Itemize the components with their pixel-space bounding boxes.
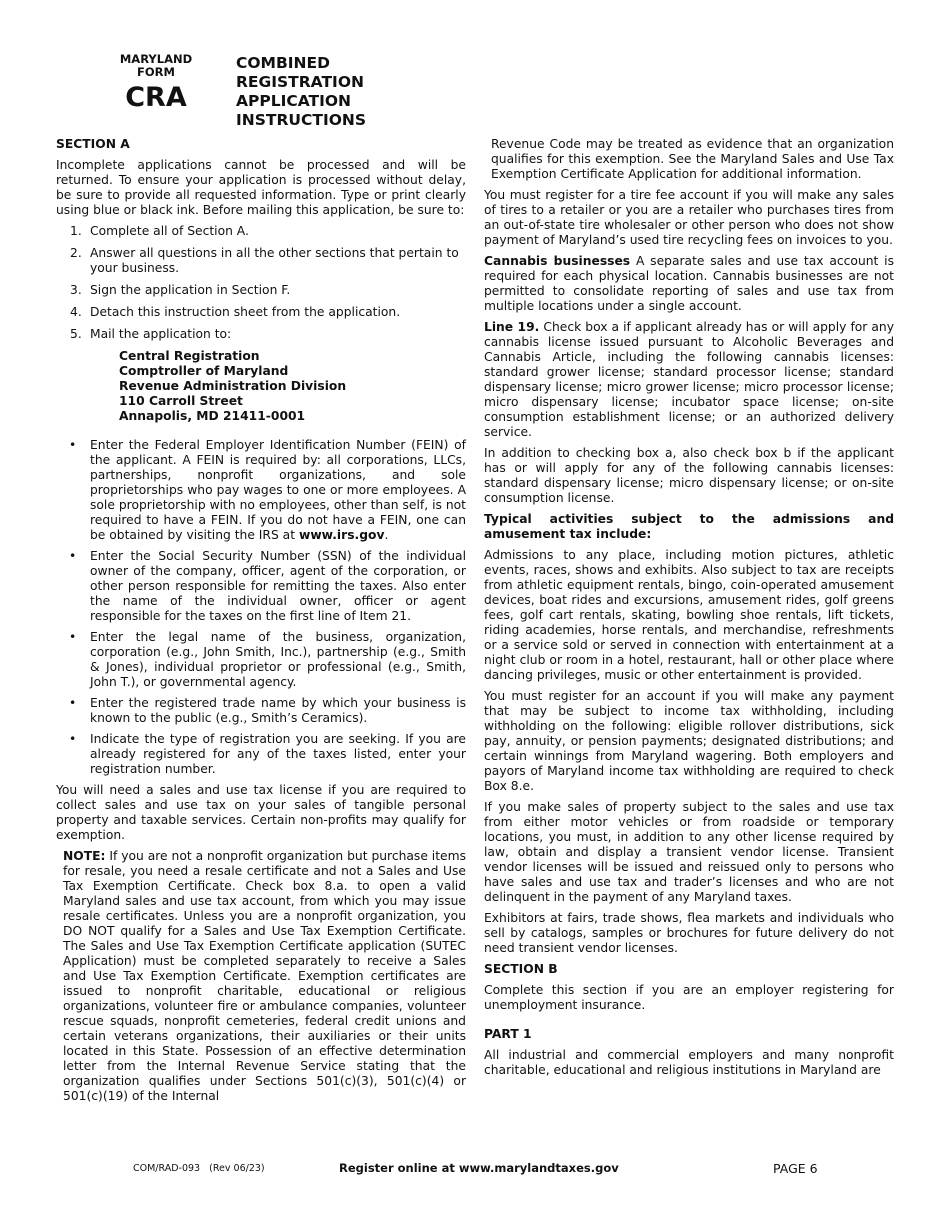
section-b-heading: SECTION B [484,962,558,976]
left-column [56,137,466,1110]
sales-tax-paragraph: You will need a sales and use tax license if you are required to collect sales and use tax on your sales of tangible personal property and taxable services. Certain non-profits may qualify for exemption. [56,783,466,842]
bullet-list [56,438,466,777]
bullet-icon: • [69,438,77,452]
line19-text: Check box a if applicant already has or will apply for any cannabis license issued pursuant to Alcoholic Beverages and Cannabis Article, including the following cannabis licenses: standard grower license; standard processor license; standard dispensary license; micro grower license; micro processor license; micro dispensary license; incubator space license; on-site consumption establishment license; or an authorized delivery service. [484,320,895,439]
irs-link[interactable]: www.irs.gov [298,528,385,542]
list-item [56,327,466,342]
step-text: Complete all of Section A. [90,224,249,238]
form-code: CRA [125,82,187,113]
box-b-paragraph: In addition to checking box a, also check box b if the applicant has or will apply for any of the following cannabis licenses: standard dispensary license; micro dispensary license; or on-site consumption license. [484,446,894,505]
page-number: PAGE 6 [773,1161,818,1176]
admissions-heading: Typical activities subject to the admissions and amusement tax include: [484,512,894,541]
address-line: Central Registration [119,349,260,363]
section-a-heading: SECTION A [56,137,130,151]
admissions-paragraph: Admissions to any place, including motion pictures, athletic events, races, shows and exhibits. Also subject to tax are receipts from athletic equipment rentals, bingo, coin-operated amusement devices, boat rides and excursions, amusement rides, golf greens fees, golf cart rentals, skating, bowling shoe rentals, lift tickets, riding academies, horse rentals, and merchandise, refreshments or a service sold or served in connection with entertainment at a night club or room in a hotel, restaurant, hall or other place where dancing privileges, music or other entertainment is provided. [484,548,894,682]
mailing-address [119,349,466,424]
line19-label: Line 19. [484,320,540,334]
list-item [56,549,466,624]
withholding-paragraph: You must register for an account if you will make any payment that may be subject to income tax withholding, including withholding on the following: eligible rollover distributions, sick pay, annuity, or pension payments; designated distributions; and certain winnings from Maryland wagering. Both employers and payors of Maryland income tax withholding are required to check Box 8.e. [484,689,894,793]
tire-fee-paragraph: You must register for a tire fee account if you will make any sales of tires to a retailer or you are a retailer who purchases tires from an out-of-state tire wholesaler or other person who does not show payment of Maryland’s used tire recycling fees on invoices to you. [484,188,894,247]
bullet-icon: • [69,732,77,746]
address-line: Revenue Administration Division [119,379,347,393]
part1-text: All industrial and commercial employers and many nonprofit charitable, educational and religious institutions in Maryland are [484,1048,894,1077]
note-text: If you are not a nonprofit organization but purchase items for resale, you need a resale certificate and not a Sales and Use Tax Exemption Certificate. Check box 8.a. to open a valid Maryland sales and use tax account, from which you may issue resale certificates. Unless you are a nonprofit organization, you DO NOT qualify for a Sales and Use Tax Exemption Certificate. The Sales and Use Tax Exemption Certificate application (SUTEC Application) must be completed separately to receive a Sales and Use Tax Exemption Certificate. Exemption certificates are issued to nonprofit charitable, educational or religious organizations, volunteer fire or ambulance companies, volunteer rescue squads, nonprofit cemeteries, federal credit unions and certain veterans organizations, their auxiliaries or their units located in this State. Possession of an effective determination letter from the Internal Revenue Service stating that the organization qualifies under Sections 501(c)(3), 501(c)(4) or 501(c)(19) of the Internal [63,849,466,1103]
bullet-icon: • [69,630,77,644]
step-number: 5. [70,327,82,341]
right-column [484,137,894,1084]
cannabis-text: A separate sales and use tax account is required for each physical location. Cannabis businesses are not permitted to consolidate reporting of sales and use tax from multiple locations under a single account. [484,254,895,313]
bullet-icon: • [69,696,77,710]
list-item [56,224,466,239]
register-online: Register online at www.marylandtaxes.gov [339,1161,619,1175]
exhibitors-paragraph: Exhibitors at fairs, trade shows, flea markets and individuals who sell by catalogs, samples or brochures for future delivery do not need transient vendor licenses. [484,911,894,955]
step-text: Sign the application in Section F. [90,283,291,297]
address-line: Comptroller of Maryland [119,364,289,378]
title-line: INSTRUCTIONS [236,111,367,129]
step-text: Mail the application to: [90,327,232,341]
list-item [56,630,466,690]
note-continued: Revenue Code may be treated as evidence that an organization qualifies for this exemption. See the Maryland Sales and Use Tax Exemption Certificate Application for additional information. [491,137,894,181]
step-text: Detach this instruction sheet from the application. [90,305,401,319]
bullet-text: Enter the legal name of the business, organization, corporation (e.g., John Smith, Inc.), partnership (e.g., Smith & Jones), individual proprietor or professional (e.g., Smith, John T.), or governmental agency. [90,630,466,689]
address-line: Annapolis, MD 21411-0001 [119,409,306,423]
form-label [112,53,200,79]
step-number: 1. [70,224,82,238]
form-word: FORM [137,65,175,79]
cannabis-label: Cannabis businesses [484,254,631,268]
title-line: COMBINED [236,54,330,72]
page-title [236,54,366,130]
bullet-text: Enter the registered trade name by which your business is known to the public (e.g., Smith’s Ceramics). [90,696,466,725]
list-item [56,438,466,543]
title-line: REGISTRATION [236,73,364,91]
section-a-intro: Incomplete applications cannot be processed and will be returned. To ensure your application is processed without delay, be sure to provide all requested information. Type or print clearly using blue or black ink. Before mailing this application, be sure to: [56,158,466,217]
fein-text: Enter the Federal Employer Identification Number (FEIN) of the applicant. A FEIN is required by: all corporations, LLCs, partnerships, nonprofit organizations, and sole proprietorships who pay wages to one or more employees. A sole proprietorship with no employees, other than self, is not required to have a FEIN. If you do not have a FEIN, one can be obtained by visiting the IRS at [90,438,466,542]
cannabis-paragraph [484,254,894,314]
fein-end: . [384,528,389,542]
form-id: COM/RAD-093 (Rev 06/23) [133,1163,265,1174]
bullet-icon: • [69,549,77,563]
note-label: NOTE: [63,849,106,863]
list-item [56,732,466,777]
step-number: 3. [70,283,82,297]
step-number: 2. [70,246,82,260]
step-text: Answer all questions in all the other sections that pertain to your business. [90,246,459,275]
list-item [56,305,466,320]
step-number: 4. [70,305,82,319]
list-item [56,246,466,276]
form-state: MARYLAND [119,52,193,66]
line19-paragraph [484,320,894,440]
title-line: APPLICATION [236,92,352,110]
section-b-text: Complete this section if you are an employer registering for unemployment insurance. [484,983,894,1012]
list-item [56,283,466,298]
note-paragraph [63,849,466,1104]
bullet-text: Indicate the type of registration you are seeking. If you are already registered for any of the taxes listed, enter your registration number. [90,732,466,776]
list-item [56,696,466,726]
transient-paragraph: If you make sales of property subject to the sales and use tax from either motor vehicles or from roadside or temporary locations, you must, in addition to any other license required by law, obtain and display a transient vendor license. Transient vendor licenses will be issued and reissued only to persons who have sales and use tax and trader’s licenses and who are not delinquent in the payment of any Maryland taxes. [484,800,894,904]
address-line: 110 Carroll Street [119,394,243,408]
steps-list [56,224,466,342]
part1-heading: PART 1 [484,1027,532,1041]
bullet-text: Enter the Social Security Number (SSN) of the individual owner of the company, officer, agent of the corporation, or other person responsible for remitting the taxes. Also enter the name of the individual owner, officer or agent responsible for the taxes on the first line of Item 21. [90,549,466,623]
